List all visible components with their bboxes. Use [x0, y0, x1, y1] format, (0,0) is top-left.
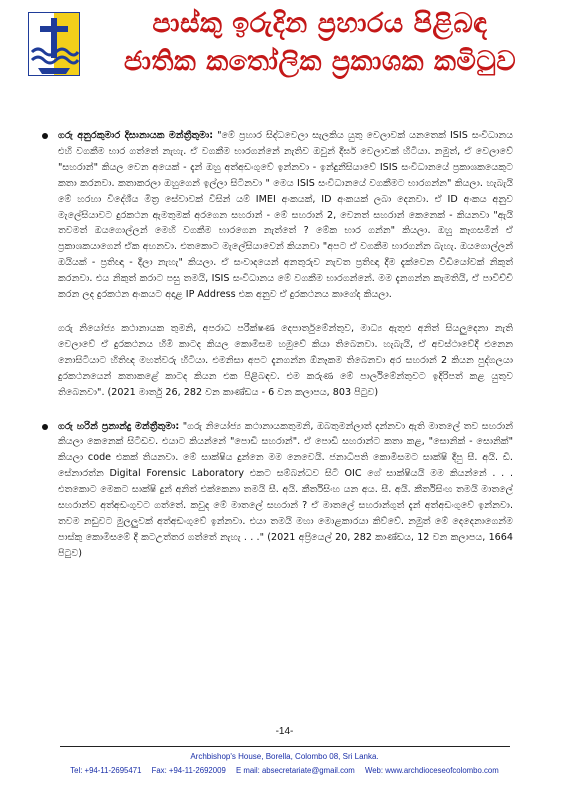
page-number: -14-: [275, 726, 294, 737]
statement-text: "ගරු නියෝජ්‍ය කථානායකතුමනි, ඔබතුමන්ලාත් දන්නවා ඇති මාතලේ තව සහරාන් කියලා කෙනෙක් සිටිඩව. එයාට කියන්නේ "පොඩි සහරාන්". ඒ පොඩි සහරාන්ට කතා කළ, "සොනික් - සොනික්" කියලා code එකක් තියනවා. මේ සාක්ෂිය දුන්නෙ මම නෙවෙයි. ජනාධිපති කොමිසමට සාක්ෂි දීපු සී. අයි. ඩී. සේනාරත්න Digital Forensic Laboratory එකට සම්බන්ධව සිටි OIC ගේ සාක්ෂියයි මම කියන්නේ . . . එතකොට මෙකට සාක්ෂි දුන් අනිත් එක්කෙනා තමයි සී. අයි. කීර්තිසිංහ යන අය. සී. අයි. කීර්තිසිංහ තමයි මාතලේ සහරාන්ව අත්අඩංගුවට ගත්තේ. කවුද මේ මාතලේ සහරාන් ? ඒ මාතලේ සහරාන්ගුත් දැන් අත්අඩංගුවේ ඉන්නවා. තවම නඩුවට මුලලුවක් අත්අඩංගුවේ ඉන්නවා. එයා තමයි මහා මොළකාරයා කිව්වේ. නමුත් මේ දෙදෙනාගෙන්ම පාස්කු කොමිසමේ දී කටඋත්තර ගත්තේ නැහැ . . ." (2021 අප්‍රියෙල් 20, 282 කාණ්ඩය, 12 වන කලාපය, 1664 පිටුව): [58, 420, 513, 559]
footer-address: Archbishop's House, Borella, Colombo 08, Sri Lanka.: [190, 752, 379, 761]
catholic-emblem-logo: [28, 12, 80, 76]
statement-text: "මේ ප්‍රහාර සිද්ධවෙලා සැලකිය යුතු වෙලාවක් යනතෙක් ISIS සංවිධානය එහි වගකීම භාර ගත්තේ නැහැ. ඒ වගකීම භාරගන්නේ නැතිව ඔවුන් දීර්ඝ වෙලාවක් හිටියා. නමුත්, ඒ වෙලාවේ "සහරාන්" කියල වෙන අයෙක් - දැන් ඔහු අත්අඩංගුවේ ඉන්නවා - ඉන්දුනීසියාවේ ISIS සංවිධානයේ ප්‍රකාශකයෙකුට කතා කරනවා. කතාකරලා ඔහුගෙන් ඉල්ලා සිටිනවා " මෙය ISIS සංවිධානයේ වගකීමට භාරගන්න" කියලා. හැබැයි මේ හරහා විදේශීය මිත්‍ර සේවාවක් විසින් යම් IMEI අංකයක්, ID අංකයක් ලබා දෙනවා. ඒ ID අංකය අනුව මැලේසියාවට දුරකථන ඇමතුමක් අරගෙන සහරාන් - මේ සහරාන් 2, වෙනත් සහරාන් කෙනෙක් - කියනවා "ඇයි තවමත් ඔයගොල්ලන් මෙහි වගකීම භාරගෙන නැත්තේ ? මේක භාර ගන්න" කියලා. ඔහු කෑගසමින් ඒ ප්‍රකාශකයාගෙන් ඒක අහනවා. එතකොට මැලේසියාවෙන් කියනවා "අපට ඒ වගකීම භාරගන්න බැහැ. ඔයගොල්ලන් ඔයියක් - ප්‍රතිඥා - දීලා නැහැ" කියලා. ඒ සංවාදයෙන් අනතුරුව නැවත ප්‍රතිඥා දීම දැක්වෙන වීඩියෝවක් නිකුත් කරනවා. එය නිකුත් කරාට පසු තමයි, ISIS සංවිධානය මේ වගකීම භාරගන්නේ. මම දැනගන්න කැමතියි, ඒ පාවිච්චි කරන ලද දුරකථන අංකයට අදාළ IP Address එක අනුව ඒ දුරකථනය කාගේද කියලා.: [58, 130, 514, 301]
letterhead: [0, 0, 569, 100]
bullet-icon: [42, 424, 48, 430]
statement-paragraph: [58, 128, 513, 303]
statement-paragraph: [58, 321, 513, 401]
footer-tel: Tel: +94-11-2695471: [70, 766, 142, 775]
footer-divider: [60, 746, 510, 747]
footer-web[interactable]: Web: www.archdioceseofcolombo.com: [364, 766, 499, 775]
document-body: [58, 128, 513, 580]
statement-paragraph: [58, 419, 513, 562]
statement-text: ගරු නියෝජ්‍ය කථානායක තුමනි, අපරාධ පරීක්ෂණ දෙපාර්තුමේන්තුව, මාධ්‍ය ඇතුළු අනිත් සියලුදෙනා නැති වෙලාවේ ඒ දුරකථනය හිමි කාටද කියල කොමිසම හමුවේ කියා තිබෙනවා. හැබැයි, ඒ අවස්ථාවේදී එනෙන නොසිටියාට හිතිඥ මහත්වරු හිටියා. එමනිසා අපට දැනගන්න ඕනෑකම තිබෙනවා අර සහරාන් 2 කියන පුද්ගලයා දුරකථනයෙන් කතාකළේ කාටද කියන එක පිළිබඳව. එම කරුණ මේ පාර්ලිමේන්තුවට ඉදිරිපත් කළ යුතුව තිබෙනවා". (2021 මාර්තු 26, 282 වන කාණ්ඩය - 6 වන කලාපය, 803 පිටුව): [58, 322, 513, 398]
letterhead-title-line1: පාස්කු ඉරුදින ප්‍රහාරය පිළිබඳ: [152, 8, 488, 39]
letterhead-title-line2: ජාතික කතෝලික ප්‍රකාශක කමිටුව: [123, 46, 517, 77]
footer-email[interactable]: E mail: absecretariate@gmail.com: [235, 766, 355, 775]
speaker-name: ගරු අනුරකුමාර දිසානායක මන්ත්‍රීතුමා:: [58, 130, 214, 141]
speaker-name: ගරු හරින් ප්‍රනාන්දු මන්ත්‍රීතුමා:: [58, 420, 180, 432]
bullet-icon: [42, 133, 48, 139]
footer-fax: Fax: +94-11-2692009: [151, 766, 226, 775]
footer-contact: [0, 766, 569, 775]
logo-yellow-field: [54, 12, 80, 76]
